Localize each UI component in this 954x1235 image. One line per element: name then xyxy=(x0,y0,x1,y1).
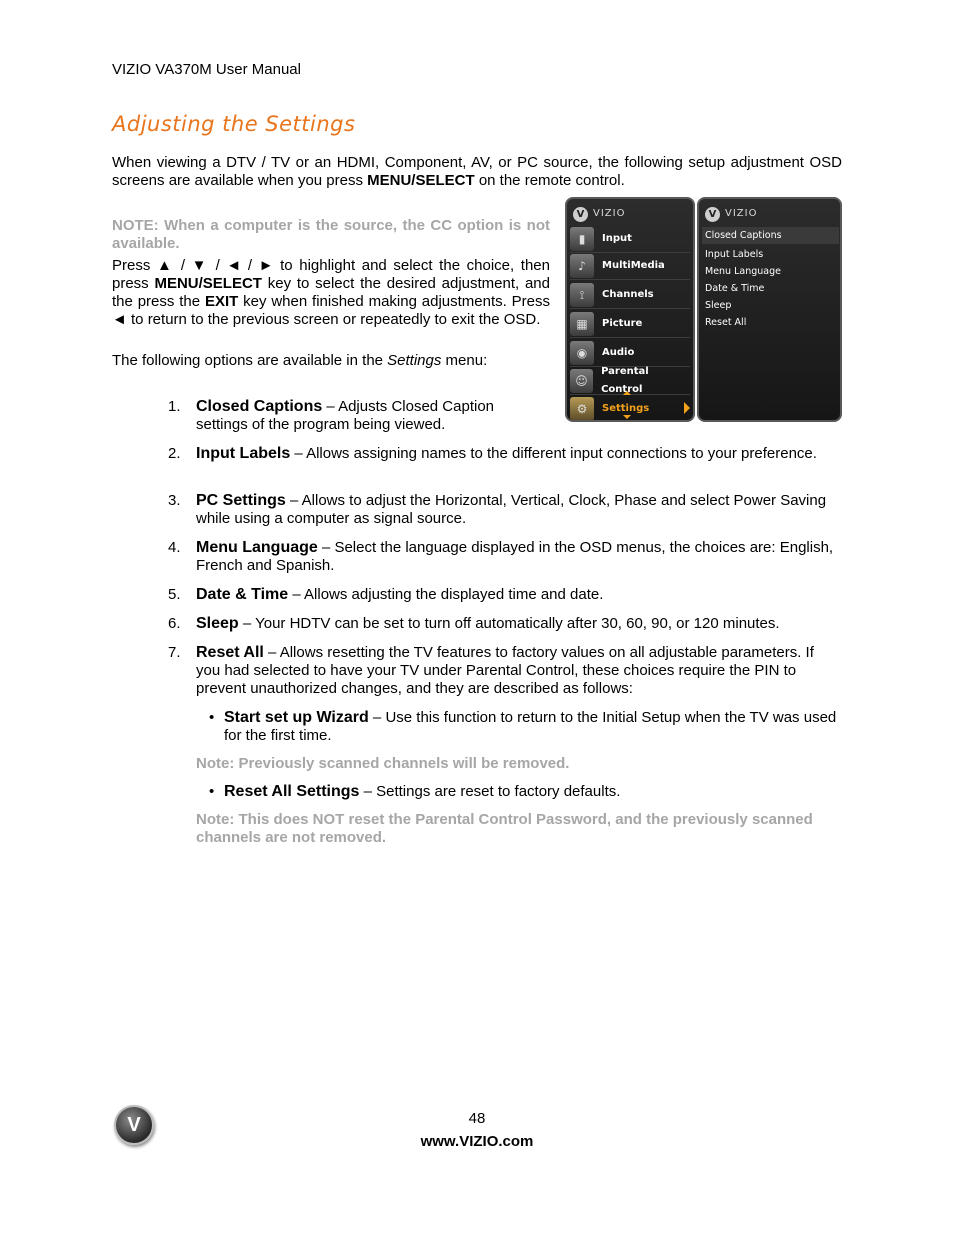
antenna-icon: ⟟ xyxy=(570,283,594,307)
item-desc: – Select the language displayed in the OSD menus, the choices are: English, French and Spanish. xyxy=(196,539,834,574)
following-menu-name: Settings xyxy=(387,352,442,369)
bullet-term: Start set up Wizard xyxy=(224,709,369,726)
item-term: PC Settings xyxy=(196,492,286,509)
note-parental-password: Note: This does NOT reset the Parental Control Password, and the previously scanned channels are not removed. xyxy=(196,811,813,846)
intro-paragraph xyxy=(112,154,842,190)
osd-main-menu xyxy=(565,197,695,422)
speaker-icon: ◉ xyxy=(570,341,594,365)
item-term: Input Labels xyxy=(196,445,291,462)
list-item xyxy=(160,492,842,528)
press-key-exit: EXIT xyxy=(204,293,239,310)
intro-text-2: on the remote control. xyxy=(474,172,625,189)
vizio-logo-icon: V xyxy=(573,207,588,222)
item-term: Closed Captions xyxy=(196,398,323,415)
submenu-arrow-icon xyxy=(684,402,690,414)
press-text-2: key to select the desired adjustment, and the press the xyxy=(112,275,550,310)
manual-title: VIZIO VA370M User Manual xyxy=(112,61,301,78)
list-item xyxy=(160,445,842,463)
press-paragraph xyxy=(112,257,550,329)
osd-item-input[interactable] xyxy=(570,225,690,253)
press-text-3: key when finished making adjustments. Press ◄ to return to the previous screen or repeatedly to exit the OSD. xyxy=(112,293,551,328)
osd-item-label: Settings xyxy=(602,402,650,414)
osd-main-logo-text: VIZIO xyxy=(593,208,626,219)
item-desc: – Adjusts Closed Caption settings of the program being viewed. xyxy=(196,398,495,433)
following-text-2: menu: xyxy=(441,352,488,369)
scroll-down-icon[interactable] xyxy=(623,415,631,419)
website-link[interactable]: www.VIZIO.com xyxy=(420,1133,534,1150)
osd-item-picture[interactable] xyxy=(570,310,690,338)
item-number: 6. xyxy=(168,615,181,632)
item-term: Sleep xyxy=(196,615,239,632)
osd-item-label: Input xyxy=(602,232,632,244)
following-paragraph xyxy=(112,352,550,370)
intro-text-1: When viewing a DTV / TV or an HDMI, Component, AV, or PC source, the following setup adjustment OSD screens are available when you press xyxy=(112,154,842,189)
cc-note: NOTE: When a computer is the source, the CC option is not available. xyxy=(112,217,550,252)
submenu-item-input-labels[interactable]: Input Labels xyxy=(705,249,764,260)
item-number: 1. xyxy=(168,398,181,415)
bullet-item xyxy=(209,783,842,801)
item-number: 2. xyxy=(168,445,181,462)
osd-item-label: Channels xyxy=(602,288,654,300)
osd-item-label: Picture xyxy=(602,317,643,329)
osd-main-logo xyxy=(573,205,625,223)
item-desc: – Allows to adjust the Horizontal, Vertical, Clock, Phase and select Power Saving while using a computer as signal source. xyxy=(196,492,827,527)
osd-item-label: MultiMedia xyxy=(602,259,665,271)
list-item xyxy=(160,615,842,633)
list-item xyxy=(160,644,842,698)
note-scanned-channels: Note: Previously scanned channels will be removed. xyxy=(196,755,570,772)
parental-icon: ☺ xyxy=(570,369,593,393)
bullet-item xyxy=(209,709,842,745)
following-text-1: The following options are available in the xyxy=(112,352,388,369)
vizio-footer-logo: V xyxy=(114,1105,154,1145)
item-term: Date & Time xyxy=(196,586,289,603)
submenu-item-reset-all[interactable]: Reset All xyxy=(705,317,747,328)
list-item xyxy=(160,539,842,575)
submenu-item-menu-language[interactable]: Menu Language xyxy=(705,266,781,277)
picture-icon: ▦ xyxy=(570,312,594,336)
item-desc: – Your HDTV can be set to turn off automatically after 30, 60, 90, or 120 minutes. xyxy=(238,615,780,632)
list-item xyxy=(160,586,842,604)
item-term: Menu Language xyxy=(196,539,318,556)
osd-item-label: Parental Control xyxy=(601,365,649,395)
submenu-item-closed-captions[interactable]: Closed Captions xyxy=(702,227,839,244)
item-number: 3. xyxy=(168,492,181,509)
item-number: 4. xyxy=(168,539,181,556)
bullet-desc: – Settings are reset to factory defaults. xyxy=(359,783,621,800)
osd-item-label: Audio xyxy=(602,346,635,358)
press-text-1: Press ▲ / ▼ / ◄ / ► to highlight and select the choice, then press xyxy=(112,257,550,292)
osd-sub-logo-text: VIZIO xyxy=(725,208,758,219)
intro-key: MENU/SELECT xyxy=(367,172,475,189)
settings-icon: ⚙ xyxy=(570,397,594,421)
item-number: 7. xyxy=(168,644,181,661)
item-desc: – Allows resetting the TV features to factory values on all adjustable parameters. If you had selected to have your TV under Parental Control, these choices require the PIN to prevent unauthorized changes, and they are described as follows: xyxy=(196,644,814,697)
submenu-item-sleep[interactable]: Sleep xyxy=(705,300,732,311)
page-number: 48 xyxy=(468,1110,486,1127)
section-title: Adjusting the Settings xyxy=(112,112,356,136)
osd-sub-logo xyxy=(705,205,757,223)
press-key-menu: MENU/SELECT xyxy=(154,275,262,292)
osd-settings-submenu xyxy=(697,197,842,422)
submenu-item-date-time[interactable]: Date & Time xyxy=(705,283,765,294)
item-term: Reset All xyxy=(196,644,264,661)
item-desc: – Allows adjusting the displayed time and date. xyxy=(288,586,604,603)
list-item xyxy=(160,398,520,434)
bullet-dot: • xyxy=(209,783,215,800)
vizio-logo-icon: V xyxy=(705,207,720,222)
item-desc: – Allows assigning names to the different input connections to your preference. xyxy=(290,445,817,462)
osd-item-multimedia[interactable] xyxy=(570,252,690,280)
bullet-desc: – Use this function to return to the Initial Setup when the TV was used for the first time. xyxy=(224,709,837,744)
multimedia-icon: ♪ xyxy=(570,254,594,278)
osd-item-channels[interactable] xyxy=(570,281,690,309)
bullet-term: Reset All Settings xyxy=(224,783,360,800)
item-number: 5. xyxy=(168,586,181,603)
bullet-dot: • xyxy=(209,709,215,726)
input-icon: ▮ xyxy=(570,227,594,251)
